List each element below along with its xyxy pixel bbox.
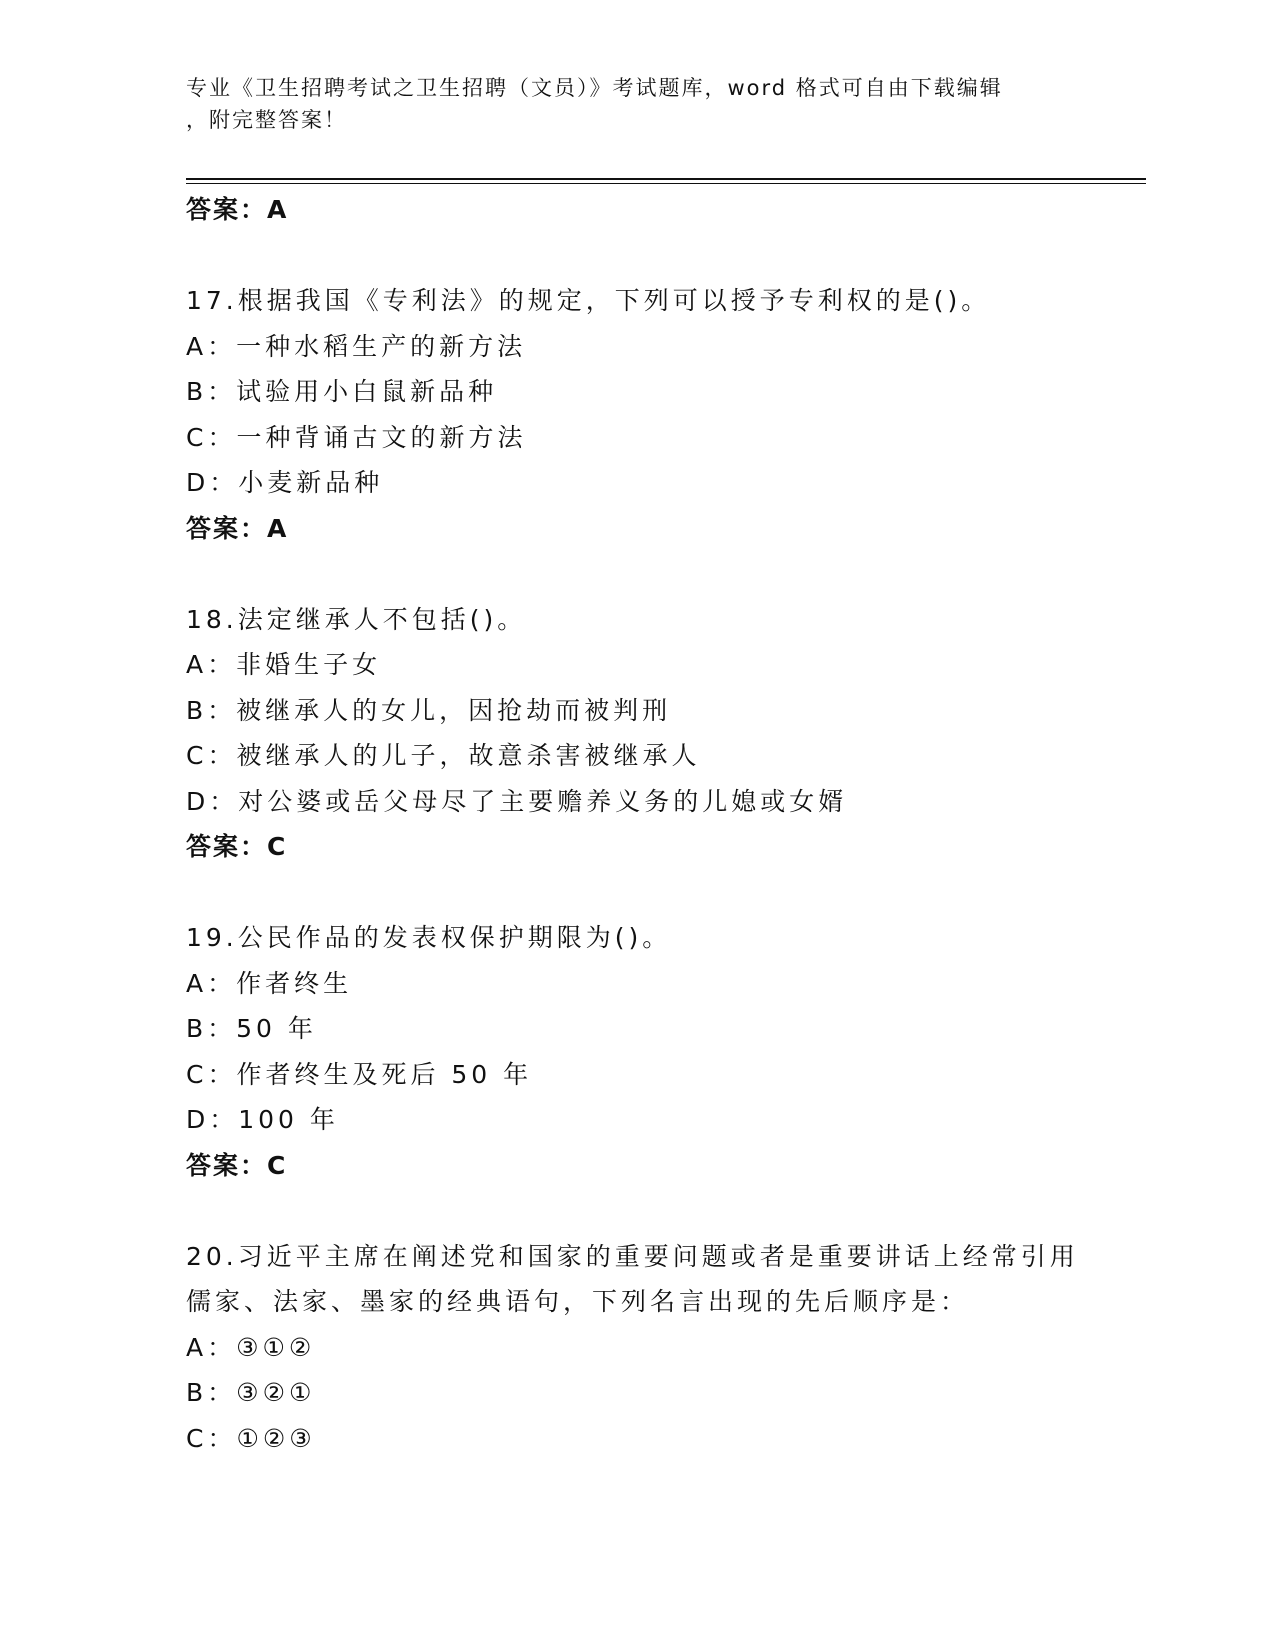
- option-c: C：①②③: [186, 1423, 316, 1453]
- question-stem: 20.习近平主席在阐述党和国家的重要问题或者是重要讲话上经常引用: [186, 1241, 1079, 1271]
- answer-line: 答案：A: [186, 513, 289, 543]
- question-stem: 17.根据我国《专利法》的规定，下列可以授予专利权的是()。: [186, 286, 991, 315]
- option-b: B：50 年: [186, 1014, 317, 1043]
- option-d: D：对公婆或岳父母尽了主要赡养义务的儿媳或女婿: [186, 786, 848, 816]
- header-divider: [186, 178, 1146, 180]
- answer-line: 答案：C: [186, 1150, 288, 1180]
- question-list: [186, 187, 1086, 1461]
- question-stem: 19.公民作品的发表权保护期限为()。: [186, 923, 672, 952]
- spacer: [186, 1188, 1086, 1234]
- option-a: A：作者终生: [186, 968, 353, 998]
- option-d: D：100 年: [186, 1105, 339, 1134]
- question-block: [186, 597, 1086, 870]
- option-a: A：非婚生子女: [186, 650, 382, 679]
- question-stem: 18.法定继承人不包括()。: [186, 604, 527, 634]
- option-b: B：被继承人的女儿，因抢劫而被判刑: [186, 695, 672, 725]
- option-b: B：试验用小白鼠新品种: [186, 377, 498, 406]
- header-line-1: 专业《卫生招聘考试之卫生招聘（文员）》考试题库，word 格式可自由下载编辑: [186, 76, 1003, 100]
- header-divider-thin: [186, 183, 1146, 184]
- answer-line: 答案：A: [186, 195, 289, 224]
- spacer: [186, 870, 1086, 916]
- question-block: [186, 1234, 1086, 1462]
- option-b: B：③②①: [186, 1378, 316, 1407]
- option-a: A：③①②: [186, 1332, 316, 1362]
- question-stem-continued: 儒家、法家、墨家的经典语句，下列名言出现的先后顺序是：: [186, 1287, 970, 1316]
- option-c: C：被继承人的儿子，故意杀害被继承人: [186, 741, 701, 770]
- spacer: [186, 233, 1086, 279]
- answer-line: 答案：C: [186, 832, 288, 861]
- question-block: [186, 915, 1086, 1188]
- document-header: [186, 72, 1086, 136]
- header-line-2: ，附完整答案！: [186, 108, 347, 132]
- option-c: C：作者终生及死后 50 年: [186, 1059, 533, 1089]
- option-a: A：一种水稻生产的新方法: [186, 331, 527, 361]
- question-block: [186, 278, 1086, 551]
- option-d: D：小麦新品种: [186, 468, 384, 497]
- spacer: [186, 551, 1086, 597]
- option-c: C：一种背诵古文的新方法: [186, 422, 527, 452]
